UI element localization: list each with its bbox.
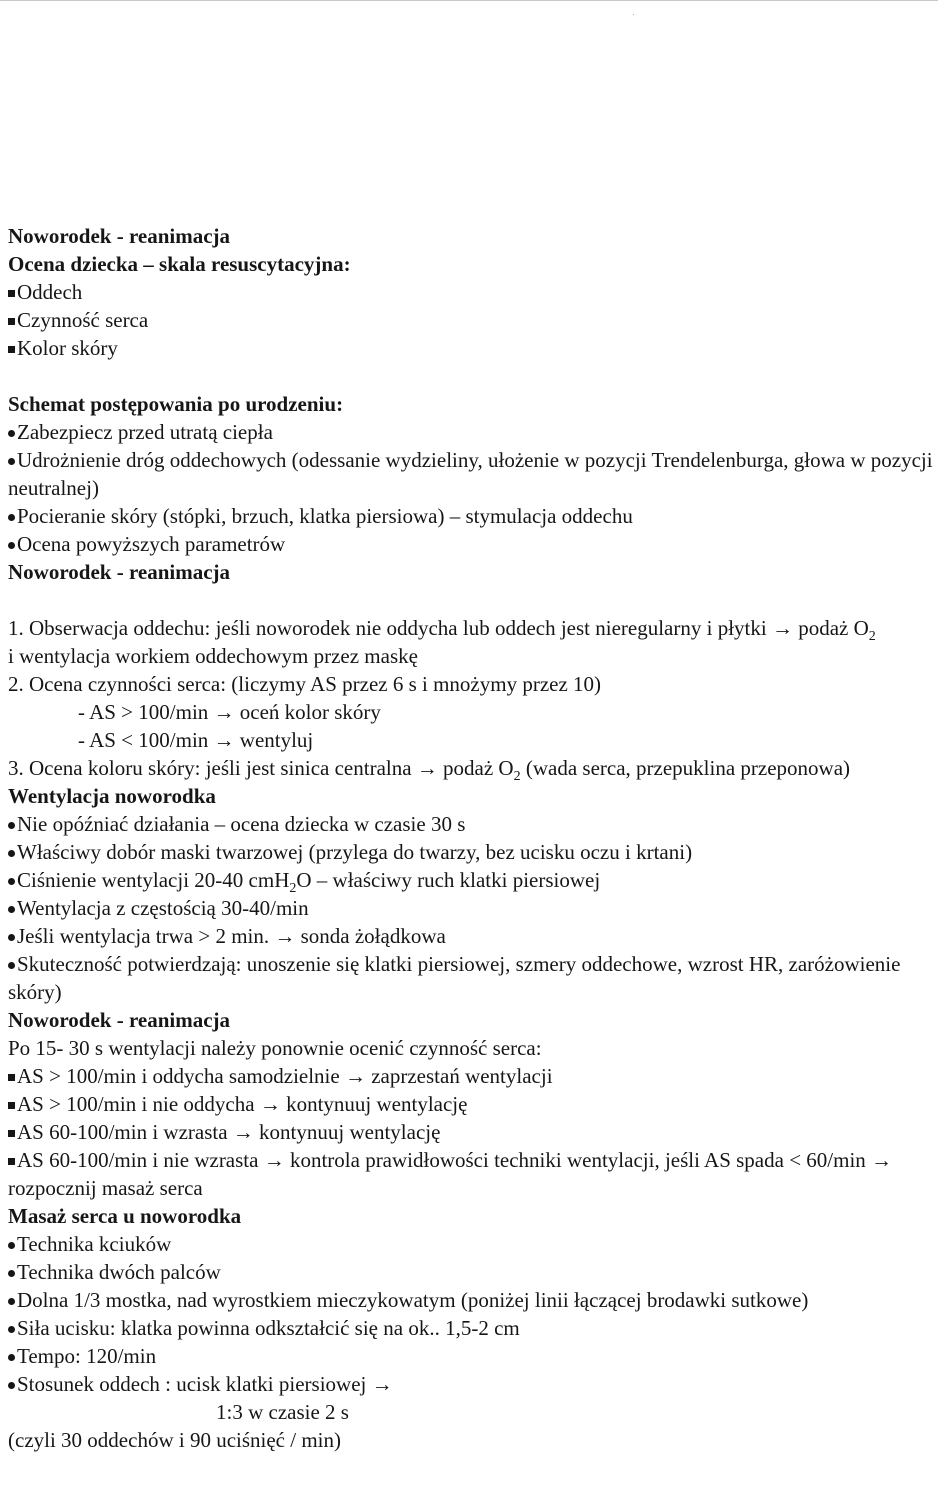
scan-edge-line [0, 0, 938, 1]
section-title: Noworodek - reanimacja [8, 1008, 231, 1032]
list-item: Skuteczność potwierdzają: unoszenie się klatki piersiowej, szmery oddechowe, wzrost HR, zaróżowienie skóry) [8, 952, 901, 1004]
round-bullet-icon [8, 934, 15, 941]
list-item: Właściwy dobór maski twarzowej (przylega do twarzy, bez ucisku oczu i krtani) [8, 838, 934, 866]
round-bullet-icon [8, 906, 15, 913]
paragraph: i wentylacja workiem oddechowym przez maskę [8, 644, 418, 668]
section-title: Noworodek - reanimacja [8, 560, 231, 584]
list-item: Technika dwóch palców [8, 1258, 934, 1286]
paragraph: 1. Obserwacja oddechu: jeśli noworodek nie oddycha lub oddech jest nieregularny i płytki → podaż $O_2$ [8, 616, 876, 645]
list-item: Technika kciuków [8, 1230, 934, 1258]
round-bullet-icon [8, 1382, 15, 1389]
round-bullet-icon [8, 430, 15, 437]
square-bullet-icon [8, 318, 15, 325]
note-line: (czyli 30 oddechów i 90 uciśnięć / min) [8, 1428, 341, 1452]
square-bullet-icon [8, 1130, 15, 1137]
list-item: Tempo: 120/min [8, 1342, 934, 1370]
list-item: - AS < 100/min → wentyluj [78, 728, 314, 752]
list-item: Jeśli wentylacja trwa > 2 min. → sonda żołądkowa [8, 922, 934, 950]
round-bullet-icon [8, 1326, 15, 1333]
list-item: AS > 100/min i oddycha samodzielnie → zaprzestań wentylacji [8, 1062, 934, 1090]
list-item: Siła ucisku: klatka powinna odkształcić się na ok.. 1,5-2 cm [8, 1314, 934, 1342]
scan-speck [633, 14, 634, 15]
section-title: Schemat postępowania po urodzeniu: [8, 392, 344, 416]
list-item: Czynność serca [8, 306, 934, 334]
list-item: AS 60-100/min i wzrasta → kontynuuj wentylację [8, 1118, 934, 1146]
list-item: Nie opóźniać działania – ocena dziecka w czasie 30 s [8, 810, 934, 838]
round-bullet-icon [8, 1354, 15, 1361]
section-title: Noworodek - reanimacja [8, 224, 231, 248]
round-bullet-icon [8, 962, 15, 969]
round-bullet-icon [8, 458, 15, 465]
paragraph: 3. Ocena koloru skóry: jeśli jest sinica centralna → podaż $O_2$ (wada serca, przepuklina przeponowa) [8, 756, 851, 785]
list-item: Zabezpiecz przed utratą ciepła [8, 418, 934, 446]
round-bullet-icon [8, 850, 15, 857]
section-subtitle: Ocena dziecka – skala resuscytacyjna: [8, 252, 351, 276]
list-item: Udrożnienie dróg oddechowych (odessanie wydzieliny, ułożenie w pozycji Trendelenburga, głowa w pozycji neutralnej) [8, 448, 933, 500]
round-bullet-icon [8, 822, 15, 829]
round-bullet-icon [8, 1242, 15, 1249]
section-title: Wentylacja noworodka [8, 784, 216, 808]
list-item: Ocena powyższych parametrów [8, 530, 934, 558]
section-title: Masaż serca u noworodka [8, 1204, 242, 1228]
paragraph: Po 15- 30 s wentylacji należy ponownie ocenić czynność serca: [8, 1036, 542, 1060]
round-bullet-icon [8, 1298, 15, 1305]
list-item: Wentylacja z częstością 30-40/min [8, 894, 934, 922]
list-item: Ciśnienie wentylacji 20-40 cmH$_2$O – właściwy ruch klatki piersiowej [8, 866, 934, 894]
ratio-line: 1:3 w czasie 2 s [216, 1400, 349, 1424]
list-item: - AS > 100/min → oceń kolor skóry [78, 700, 381, 724]
round-bullet-icon [8, 514, 15, 521]
spacer [8, 586, 934, 614]
list-item: AS > 100/min i nie oddycha → kontynuuj wentylację [8, 1090, 934, 1118]
spacer [8, 362, 934, 390]
list-item: Stosunek oddech : ucisk klatki piersiowej → [8, 1370, 934, 1398]
list-item: Kolor skóry [8, 334, 934, 362]
square-bullet-icon [8, 290, 15, 297]
paragraph: 2. Ocena czynności serca: (liczymy AS przez 6 s i mnożymy przez 10) [8, 672, 602, 696]
list-item: AS 60-100/min i nie wzrasta → kontrola prawidłowości techniki wentylacji, jeśli AS spada < 60/min → rozpocznij masaż serca [8, 1148, 893, 1200]
list-item: Oddech [8, 278, 934, 306]
square-bullet-icon [8, 1102, 15, 1109]
round-bullet-icon [8, 1270, 15, 1277]
document-body [8, 222, 934, 1454]
square-bullet-icon [8, 1074, 15, 1081]
list-item: Dolna 1/3 mostka, nad wyrostkiem mieczykowatym (poniżej linii łączącej brodawki sutkowe) [8, 1286, 934, 1314]
round-bullet-icon [8, 878, 15, 885]
list-item: Pocieranie skóry (stópki, brzuch, klatka piersiowa) – stymulacja oddechu [8, 502, 934, 530]
square-bullet-icon [8, 346, 15, 353]
round-bullet-icon [8, 542, 15, 549]
square-bullet-icon [8, 1158, 15, 1165]
